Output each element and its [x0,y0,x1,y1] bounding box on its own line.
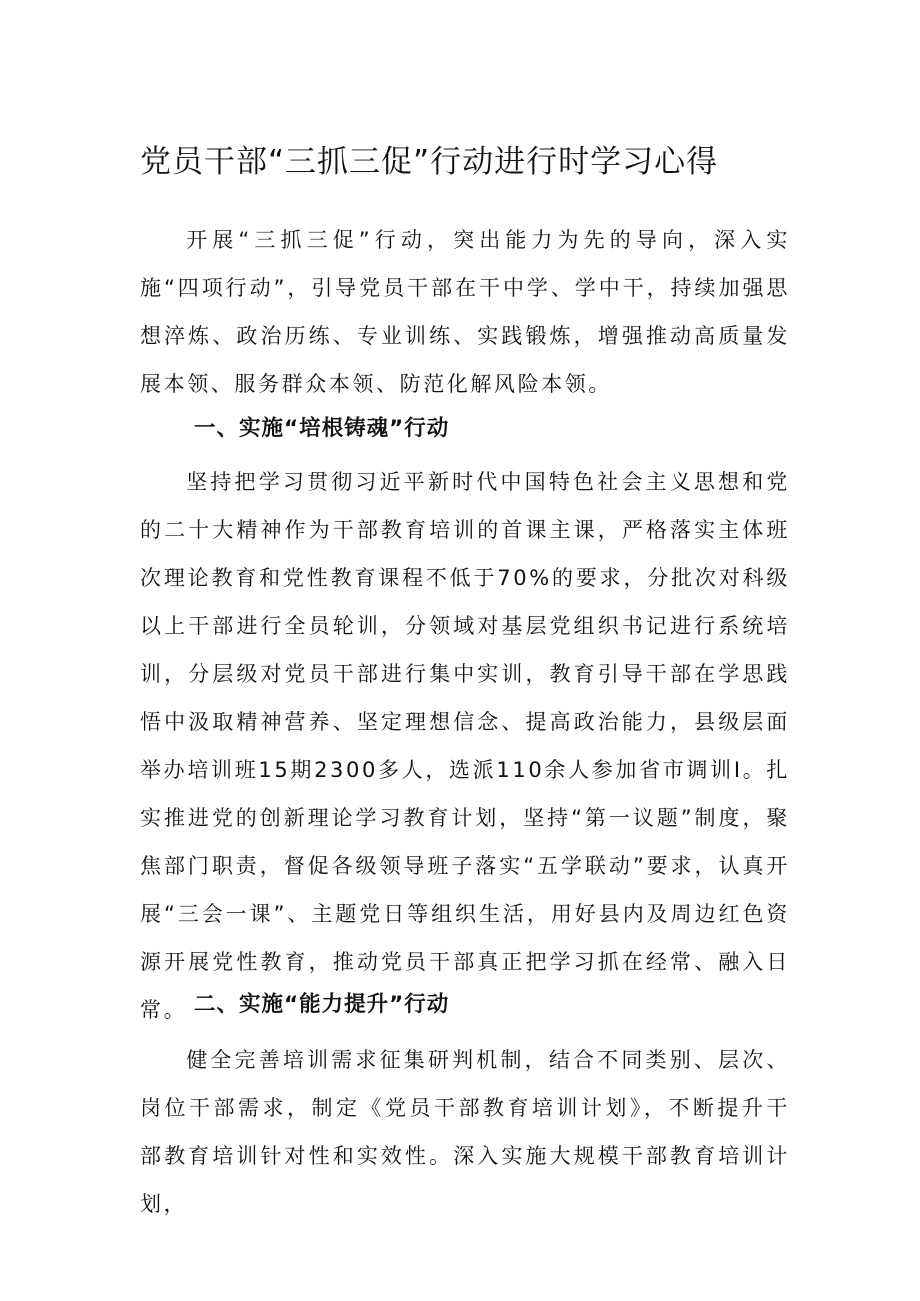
section-2-body: 健全完善培训需求征集研判机制，结合不同类别、层次、岗位干部需求，制定《党员干部教育培训计划》，不断提升干部教育培训针对性和实效性。深入实施大规模干部教育培训计划， [140,1048,790,1216]
section-1-heading: 一、实施“培根铸魂”行动 [194,416,450,441]
document-title: 党员干部“三抓三促”行动进行时学习心得 [140,144,719,180]
section-1-body: 坚持把学习贯彻习近平新时代中国特色社会主义思想和党的二十大精神作为干部教育培训的首课主课，严格落实主体班次理论教育和党性教育课程不低于70%的要求，分批次对科级以上干部进行全员轮训，分领域对基层党组织书记进行系统培训，分层级对党员干部进行集中实训，教育引导干部在学思践悟中汲取精神营养、坚定理想信念、提高政治能力，县级层面举办培训班15期2300多人，选派110余人参加省市调训I。扎实推进党的创新理论学习教育计划，坚持“第一议题”制度，聚焦部门职责，督促各级领导班子落实“五学联动”要求，认真开展“三会一课”、主题党日等组织生活，用好县内及周边红色资源开展党性教育，推动党员干部真正把学习抓在经常、融入日常。 [140,470,790,1022]
section-2-heading: 二、实施“能力提升”行动 [194,992,450,1017]
intro-paragraph: 开展“三抓三促”行动，突出能力为先的导向，深入实施“四项行动”，引导党员干部在干中学、学中干，持续加强思想淬炼、政治历练、专业训练、实践锻炼，增强推动高质量发展本领、服务群众本领、防范化解风险本领。 [140,228,790,396]
